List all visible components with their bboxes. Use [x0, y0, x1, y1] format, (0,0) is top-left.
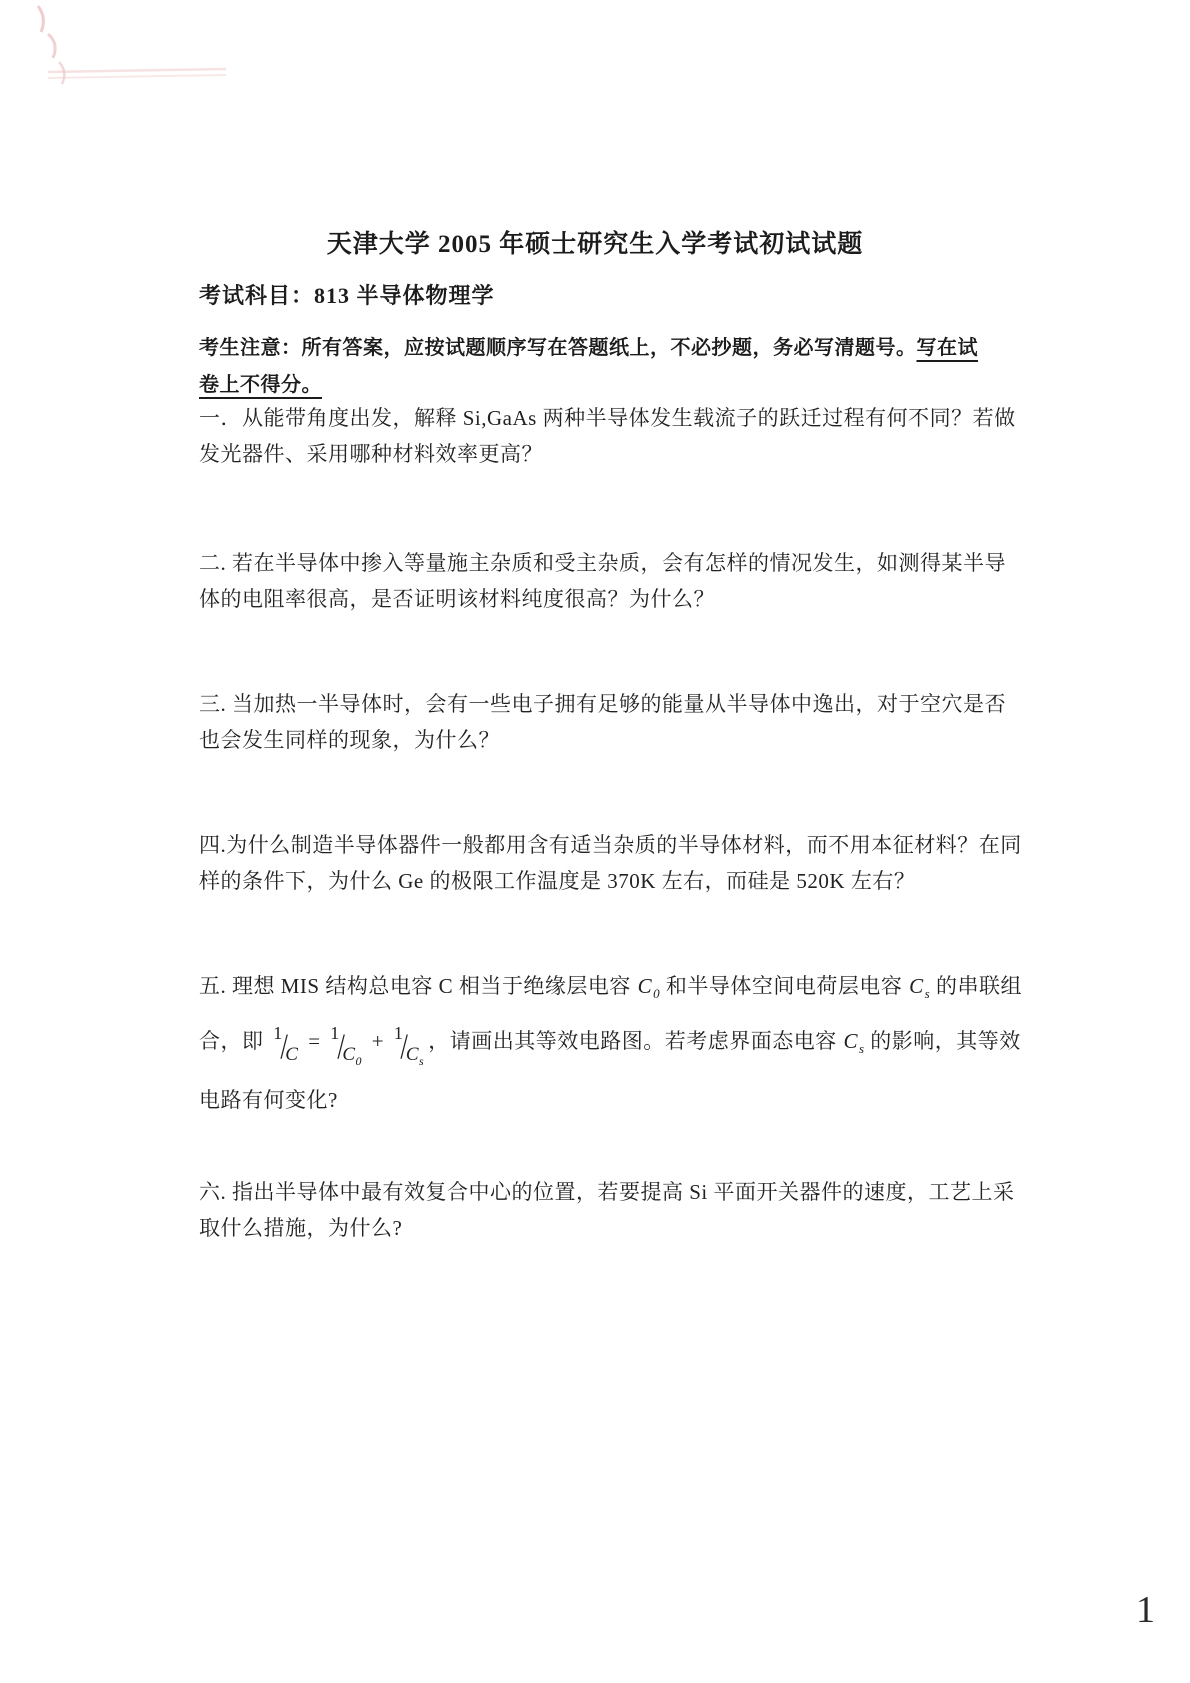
math-variable: C: [909, 974, 924, 998]
math-fraction: $1/C_s$: [393, 1023, 425, 1068]
math-variable: C: [637, 974, 653, 998]
question-line: 电路有何变化?: [199, 1087, 338, 1112]
math-fraction: 1/C: [273, 1023, 299, 1067]
question-line: 五. 理想 MIS 结构总电容 C 相当于绝缘层电容 $C_0$ 和半导体空间电荷层电容 $C_s$ 的串联组: [199, 974, 1022, 1002]
question-6: [199, 1174, 1015, 1246]
question-line: 发光器件、采用哪种材料效率更高？: [199, 442, 543, 466]
question-5: [199, 968, 1022, 1118]
question-line: 一．从能带角度出发，解释 Si,GaAs 两种半导体发生载流子的跃迁过程有何不同？若做: [199, 406, 1016, 430]
question-line: 体的电阻率很高，是否证明该材料纯度很高？为什么？: [199, 587, 715, 611]
question-line: 二. 若在半导体中掺入等量施主杂质和受主杂质，会有怎样的情况发生，如测得某半导: [199, 551, 1006, 575]
question-line: 合，即 $1/C = 1/C_0 + 1/C_s$，请画出其等效电路图。若考虑界面态电容 $C_s$ 的影响，其等效: [199, 1012, 1009, 1082]
red-scan-marks-icon: [26, 2, 246, 102]
question-line: 六. 指出半导体中最有效复合中心的位置，若要提高 Si 平面开关器件的速度，工艺上采: [199, 1180, 1015, 1204]
candidate-notice: [199, 330, 999, 404]
page-number: 1: [1136, 1589, 1155, 1631]
exam-subject-line: 考试科目：813 半导体物理学: [199, 283, 495, 308]
question-line: 三. 当加热一半导体时，会有一些电子拥有足够的能量从半导体中逸出，对于空穴是否: [199, 692, 1006, 716]
notice-main-text: 考生注意：所有答案，应按试题顺序写在答题纸上，不必抄题，务必写清题号。: [199, 337, 917, 359]
question-line: 样的条件下，为什么 Ge 的极限工作温度是 370K 左右，而硅是 520K 左右？: [199, 869, 916, 893]
notice-underlined-part2: 卷上不得分。: [199, 374, 322, 396]
question-line: 四.为什么制造半导体器件一般都用含有适当杂质的半导体材料，而不用本征材料？在同: [199, 833, 1022, 857]
math-fraction: $1/C_0$: [330, 1023, 362, 1068]
question-line: 取什么措施，为什么?: [199, 1216, 403, 1240]
math-subscript: s: [924, 986, 931, 1002]
question-2: [199, 545, 1009, 617]
math-subscript: 0: [653, 986, 661, 1002]
question-line: 也会发生同样的现象，为什么？: [199, 728, 500, 752]
question-4: [199, 827, 1022, 899]
math-subscript: s: [858, 1041, 865, 1057]
document-title: 天津大学 2005 年硕士研究生入学考试初试试题: [326, 231, 864, 258]
notice-underlined-part1: 写在试: [916, 337, 978, 359]
math-variable: C: [843, 1029, 858, 1054]
question-3: [199, 686, 1009, 758]
question-1: [199, 400, 1016, 472]
